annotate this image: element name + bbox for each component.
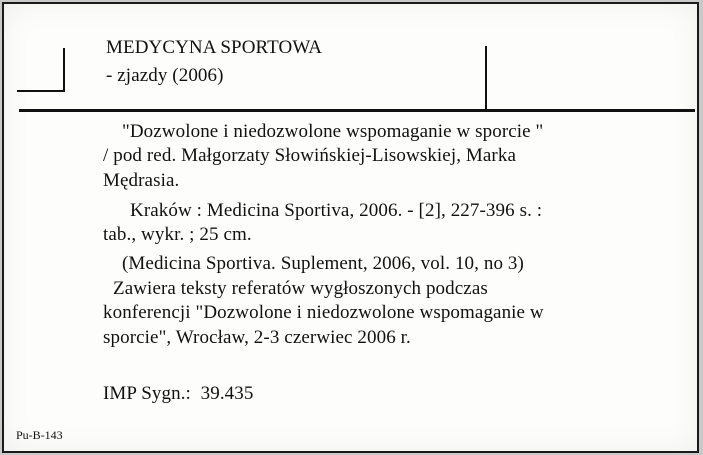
body-line: (Medicina Sportiva. Suplement, 2006, vol. 10, no 3) xyxy=(122,253,524,274)
heading-subtitle: - zjazdy (2006) xyxy=(106,65,224,86)
body-line: / pod red. Małgorzaty Słowińskiej-Lisowskiej, Marka xyxy=(103,145,516,166)
body-line: "Dozwolone i niedozwolone wspomaganie w sporcie " xyxy=(122,121,544,142)
body-line: konferencji "Dozwolone i niedozwolone wspomaganie w xyxy=(103,302,544,323)
horizontal-rule xyxy=(19,109,695,112)
body-line: Mędrasia. xyxy=(103,170,180,191)
body-line: Kraków : Medicina Sportiva, 2006. - [2], 227-396 s. : xyxy=(130,200,543,221)
vertical-rule xyxy=(485,46,487,110)
heading-title: MEDYCYNA SPORTOWA xyxy=(106,37,323,58)
shelf-stamp: Pu-B-143 xyxy=(16,428,63,442)
signature: IMP Sygn.: 39.435 xyxy=(103,383,254,404)
corner-mark xyxy=(17,48,65,92)
body-line: Zawiera teksty referatów wygłoszonych podczas xyxy=(113,278,488,299)
body-line: tab., wykr. ; 25 cm. xyxy=(103,224,252,245)
body-line: sporcie", Wrocław, 2-3 czerwiec 2006 r. xyxy=(103,327,411,348)
